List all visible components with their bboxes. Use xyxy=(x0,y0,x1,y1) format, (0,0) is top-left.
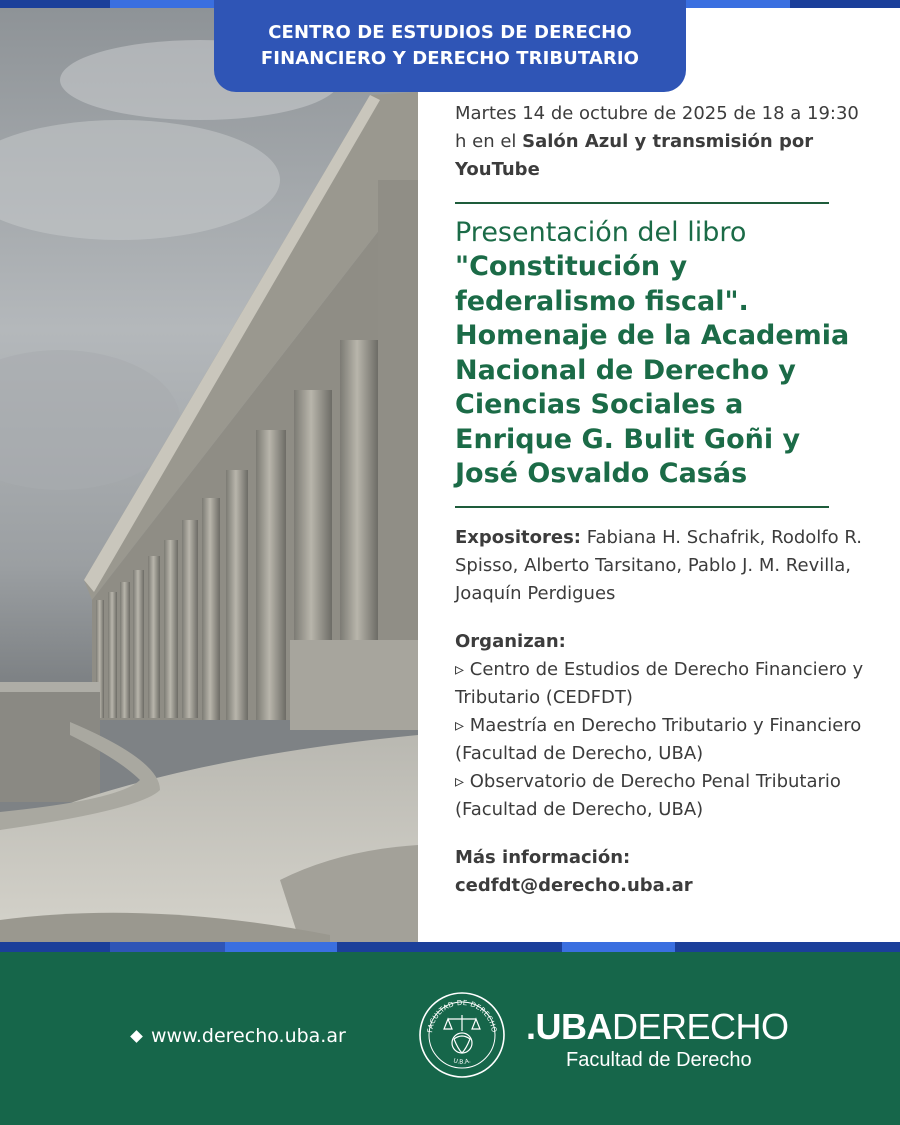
website-url: www.derecho.uba.ar xyxy=(151,1025,346,1047)
seal-bottom-text: U.B.A. xyxy=(452,1057,472,1066)
venue-text: Salón Azul y transmisión por YouTube xyxy=(455,131,814,180)
organizer-item: ▹ Centro de Estudios de Derecho Financiero y Tributario (CEDFDT) xyxy=(455,658,864,708)
logo-uba: .UBA xyxy=(526,1006,612,1047)
organizer-item: ▹ Observatorio de Derecho Penal Tributario (Facultad de Derecho, UBA) xyxy=(455,770,841,820)
more-info xyxy=(455,844,875,900)
logo-subtitle: Facultad de Derecho xyxy=(566,1049,752,1071)
svg-text:U.B.A. xyxy=(452,1057,471,1066)
organizers xyxy=(455,628,875,824)
event-details xyxy=(455,100,875,900)
center-name-banner xyxy=(214,0,686,92)
presentation-label: Presentación del libro xyxy=(455,217,747,248)
date-text: Martes 14 de octubre de 2025 de 18 a 19:30 h en el xyxy=(455,103,859,152)
logo-derecho: DERECHO xyxy=(612,1006,789,1047)
contact-email-link[interactable]: cedfdt@derecho.uba.ar xyxy=(455,874,693,896)
building-photo xyxy=(0,0,418,942)
speakers-names: Fabiana H. Schafrik, Rodolfo R. Spisso, Alberto Tarsitano, Pablo J. M. Revilla, Joaquín Perdigues xyxy=(455,526,862,604)
website-link[interactable] xyxy=(132,1024,346,1048)
diamond-bullet-icon xyxy=(130,1030,143,1043)
faculty-logo xyxy=(526,1008,789,1072)
organizer-item: ▹ Maestría en Derecho Tributario y Financiero (Facultad de Derecho, UBA) xyxy=(455,714,862,764)
logo-wordmark xyxy=(526,1008,789,1046)
university-seal-icon xyxy=(418,991,506,1079)
speakers-label: Expositores: xyxy=(455,526,582,548)
bottom-color-stripe xyxy=(0,942,900,952)
event-date xyxy=(455,100,875,184)
divider xyxy=(455,506,829,508)
seal-top-text: FACULTAD DE DERECHO xyxy=(426,998,498,1034)
speakers xyxy=(455,524,875,608)
banner-line-2: FINANCIERO Y DERECHO TRIBUTARIO xyxy=(260,48,640,69)
organizers-label: Organizan: xyxy=(455,630,566,652)
banner-line-1: CENTRO DE ESTUDIOS DE DERECHO xyxy=(268,22,632,43)
footer xyxy=(0,952,900,1125)
book-title: "Constitución y federalismo fiscal". Homenaje de la Academia Nacional de Derecho y Ciencias Sociales a Enrique G. Bulit Goñi y José Osvaldo Casás xyxy=(455,251,850,489)
divider xyxy=(455,202,829,204)
more-info-label: Más información: xyxy=(455,846,631,868)
